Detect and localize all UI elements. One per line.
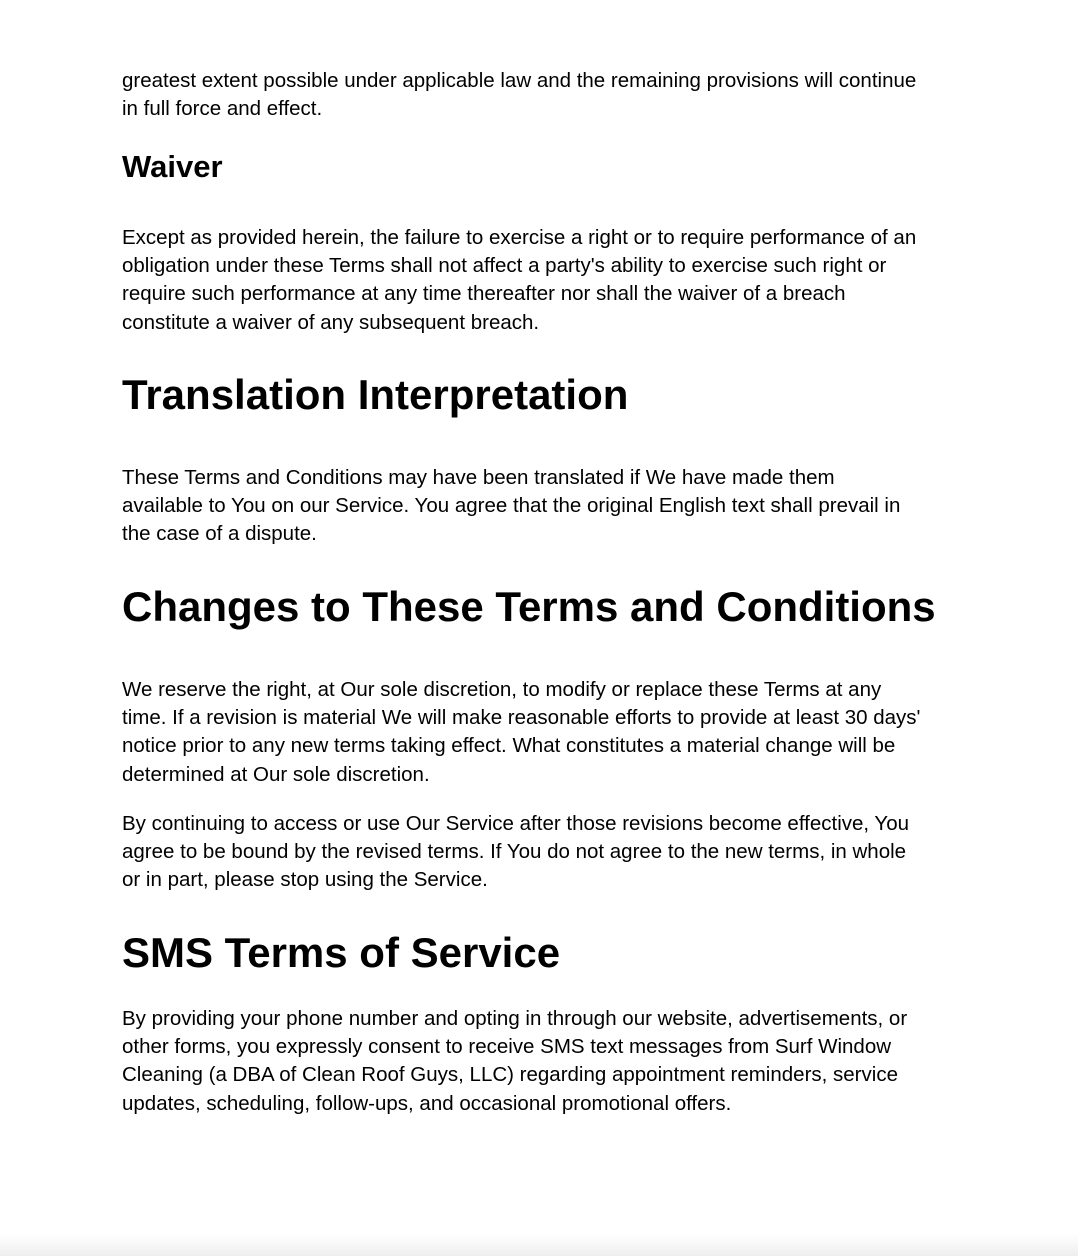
intro-paragraph: [122, 67, 962, 123]
waiver-heading: Waiver: [122, 149, 223, 184]
changes-line: notice prior to any new terms taking effect. What constitutes a material change will be: [122, 734, 896, 758]
waiver-line: constitute a waiver of any subsequent breach.: [122, 310, 540, 334]
sms-line: other forms, you expressly consent to receive SMS text messages from Surf Window: [122, 1035, 892, 1059]
changes-line: By continuing to access or use Our Service after those revisions become effective, You: [122, 812, 910, 835]
changes-line: We reserve the right, at Our sole discretion, to modify or replace these Terms at any: [122, 678, 882, 701]
translation-paragraph: [122, 464, 962, 549]
changes-paragraph-2: [122, 810, 962, 895]
translation-line: These Terms and Conditions may have been translated if We have made them: [122, 466, 835, 489]
intro-line: greatest extent possible under applicable law and the remaining provisions will continue: [122, 69, 917, 92]
translation-line: available to You on our Service. You agree that the original English text shall prevail in: [122, 494, 901, 518]
waiver-line: obligation under these Terms shall not affect a party's ability to exercise such right or: [122, 254, 887, 278]
sms-paragraph: [122, 1005, 962, 1118]
changes-heading: Changes to These Terms and Conditions: [122, 583, 936, 630]
sms-line: Cleaning (a DBA of Clean Roof Guys, LLC) regarding appointment reminders, service: [122, 1063, 898, 1087]
waiver-line: require such performance at any time thereafter nor shall the waiver of a breach: [122, 282, 846, 306]
changes-line: determined at Our sole discretion.: [122, 762, 430, 786]
waiver-paragraph: [122, 224, 962, 337]
translation-line: the case of a dispute.: [122, 522, 317, 546]
changes-line: time. If a revision is material We will make reasonable efforts to provide at least 30 days': [122, 706, 921, 730]
translation-heading: Translation Interpretation: [122, 371, 629, 418]
page-bottom-shadow: [0, 1234, 1078, 1256]
intro-line: in full force and effect.: [122, 97, 323, 121]
waiver-line: Except as provided herein, the failure to exercise a right or to require performance of an: [122, 226, 917, 249]
changes-line: agree to be bound by the revised terms. If You do not agree to the new terms, in whole: [122, 840, 907, 864]
changes-paragraph-1: [122, 676, 962, 789]
sms-heading: SMS Terms of Service: [122, 929, 561, 976]
changes-line: or in part, please stop using the Service.: [122, 868, 488, 892]
sms-line: By providing your phone number and opting in through our website, advertisements, or: [122, 1007, 908, 1030]
sms-line: updates, scheduling, follow-ups, and occasional promotional offers.: [122, 1091, 732, 1115]
